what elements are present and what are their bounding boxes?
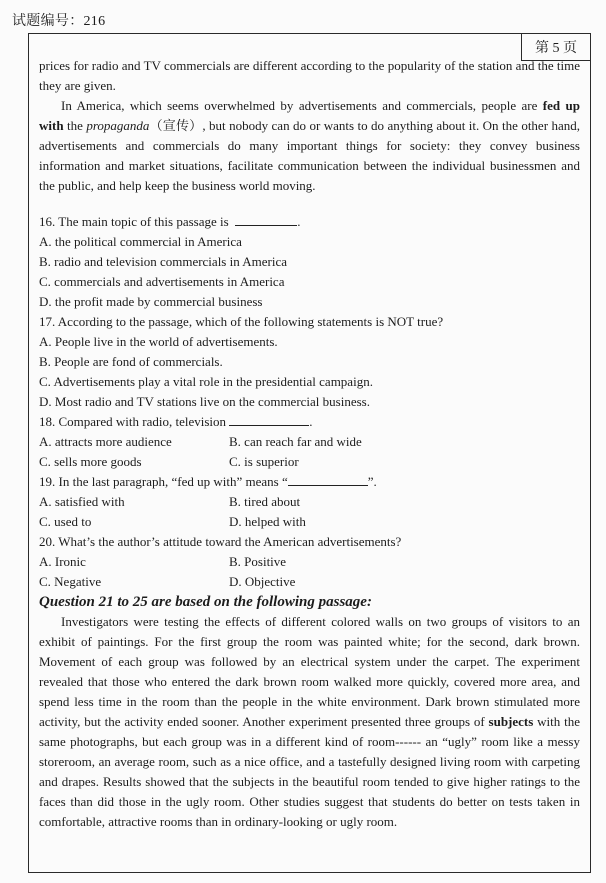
option-d: D. the profit made by commercial business [39, 294, 263, 309]
option-b: B. Positive [229, 554, 287, 569]
stem-text: 19. In the last paragraph, “fed up with” means “ [39, 474, 288, 489]
text-span: the [63, 118, 87, 133]
page-content [29, 56, 590, 832]
question-17 [39, 312, 580, 412]
stem-text: 16. The main topic of this passage is [39, 214, 229, 229]
question-stem [39, 412, 580, 432]
option-row [39, 492, 580, 512]
question-stem [39, 472, 580, 492]
option-b: B. radio and television commercials in America [39, 254, 288, 269]
passage-paragraph [39, 96, 580, 196]
option-c: C. used to [39, 514, 92, 529]
bold-term: subjects [488, 714, 534, 729]
question-16 [39, 212, 580, 312]
option-c: C. commercials and advertisements in America [39, 274, 285, 289]
option-a: A. Ironic [39, 554, 86, 569]
option-d: D. Objective [229, 574, 296, 589]
question-20 [39, 532, 580, 592]
option-b: B. tired about [229, 494, 301, 509]
option-b: B. People are fond of commercials. [39, 354, 223, 369]
spacer [39, 196, 580, 212]
option-c: C. Negative [39, 574, 102, 589]
stem-suffix: ”. [367, 474, 377, 489]
answer-blank [229, 413, 309, 426]
text-span: with the same photographs, but each group was in a different kind of room------ an “ugly” room like a messy storeroom, an average room, such as a nice office, and a tastefully designed living room with carpeting and drapes. Results showed that the subjects in the beautiful room tended to give higher ratings to the faces than did those in the ugly room. Other studies suggest that students do better on tests taken in comfortable, attractive rooms than in ordinary-looking or ugly room. [39, 714, 580, 829]
passage-continuation: prices for radio and TV commercials are different according to the popularity of the station and the time they are given. [39, 58, 580, 93]
option-d: D. helped with [229, 514, 306, 529]
stem-suffix: . [309, 414, 313, 429]
option-a: A. attracts more audience [39, 434, 172, 449]
exam-id-label: 试题编号：216 [12, 14, 106, 29]
option-c: C. sells more goods [39, 454, 142, 469]
text-span: In America, which seems overwhelmed by advertisements and commercials, people are [61, 98, 543, 113]
option-d: C. is superior [229, 454, 299, 469]
section-heading: Question 21 to 25 are based on the following passage: [39, 594, 372, 610]
option-row [39, 432, 580, 452]
passage-paragraph [39, 612, 580, 832]
option-row [39, 452, 580, 472]
page-frame [28, 33, 591, 873]
question-19 [39, 472, 580, 532]
option-row [39, 572, 580, 592]
answer-blank [235, 213, 297, 226]
text-span: （宣传）, but nobody can do or wants to do anything about it. On the other hand, advertisements and commercials do many important things for society: they convey business information and market situations, facilitate communication between the individual businessmen and the public, and help keep the business world moving. [39, 118, 580, 193]
question-stem [39, 212, 580, 232]
question-stem: 17. According to the passage, which of the following statements is NOT true? [39, 314, 444, 329]
stem-text: 18. Compared with radio, television [39, 414, 227, 429]
option-row [39, 512, 580, 532]
text-span: Investigators were testing the effects of different colored walls on two groups of visitors to an exhibit of paintings. For the first group the room was painted white; for the second, dark brown. Movement of each group was followed by an electrical system under the carpet. The experiment revealed that those who entered the dark brown room walked more quickly, covered more area, and spend less time in the room than the people in the white environment. Dark brown stimulated more activity, but the activity ended sooner. Another experiment presented three groups of [39, 614, 580, 729]
italic-term: propaganda [86, 118, 150, 133]
option-b: B. can reach far and wide [229, 434, 362, 449]
stem-suffix: . [297, 214, 301, 229]
answer-blank [288, 473, 368, 486]
option-a: A. satisfied with [39, 494, 125, 509]
option-row [39, 552, 580, 572]
page-number-box: 第 5 页 [521, 33, 591, 61]
option-a: A. the political commercial in America [39, 234, 242, 249]
option-c: C. Advertisements play a vital role in the presidential campaign. [39, 374, 373, 389]
question-18 [39, 412, 580, 472]
bold-phrase: fed up with [39, 98, 580, 133]
option-a: A. People live in the world of advertisements. [39, 334, 278, 349]
option-d: D. Most radio and TV stations live on the commercial business. [39, 394, 370, 409]
question-stem: 20. What’s the author’s attitude toward the American advertisements? [39, 534, 402, 549]
